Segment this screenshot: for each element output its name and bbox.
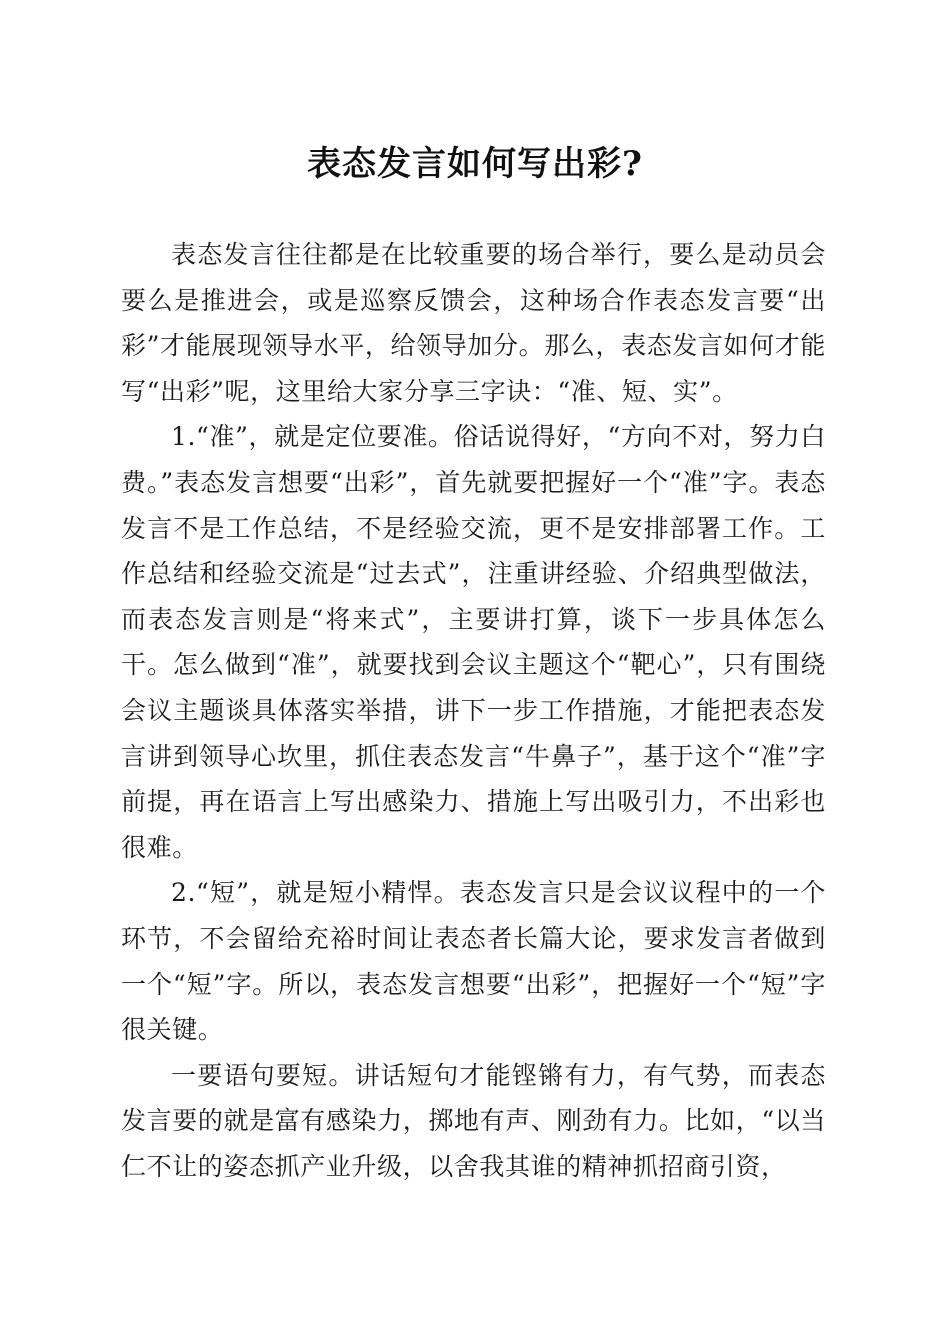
- document-title: 表态发言如何写出彩?: [307, 144, 643, 184]
- paragraph-point-1-zhun: 1.“准”，就是定位要准。俗话说得好，“方向不对，努力白费。”表态发言想要“出彩”，首先就要把握好一个“准”字。表态发言不是工作总结，不是经验交流，更不是安排部署工作。工作总结和经验交流是“过去式”，注重讲经验、介绍典型做法，而表态发言则是“将来式”，主要讲打算，谈下一步具体怎么干。怎么做到“准”，就要找到会议主题这个“靶心”，只有围绕会议主题谈具体落实举措，讲下一步工作措施，才能把表态发言讲到领导心坎里，抓住表态发言“牛鼻子”，基于这个“准”字前提，再在语言上写出感染力、措施上写出吸引力，不出彩也很难。: [121, 422, 826, 862]
- paragraph-intro: 表态发言往往都是在比较重要的场合举行，要么是动员会要么是推进会，或是巡察反馈会，这种场合作表态发言要“出彩”才能展现领导水平，给领导加分。那么，表态发言如何才能写“出彩”呢，这里给大家分享三字诀：“准、短、实”。: [121, 240, 826, 406]
- paragraph-point-2-duan: 2.“短”，就是短小精悍。表态发言只是会议议程中的一个环节，不会留给充裕时间让表态者长篇大论，要求发言者做到一个“短”字。所以，表态发言想要“出彩”，把握好一个“短”字很关键。: [121, 878, 826, 1045]
- paragraph-short-sentences: 一要语句要短。讲话短句才能铿锵有力，有气势，而表态发言要的就是富有感染力，掷地有声、刚劲有力。比如，“以当仁不让的姿态抓产业升级，以舍我其谁的精神抓招商引资，: [121, 1060, 826, 1181]
- document-body: [121, 232, 826, 1189]
